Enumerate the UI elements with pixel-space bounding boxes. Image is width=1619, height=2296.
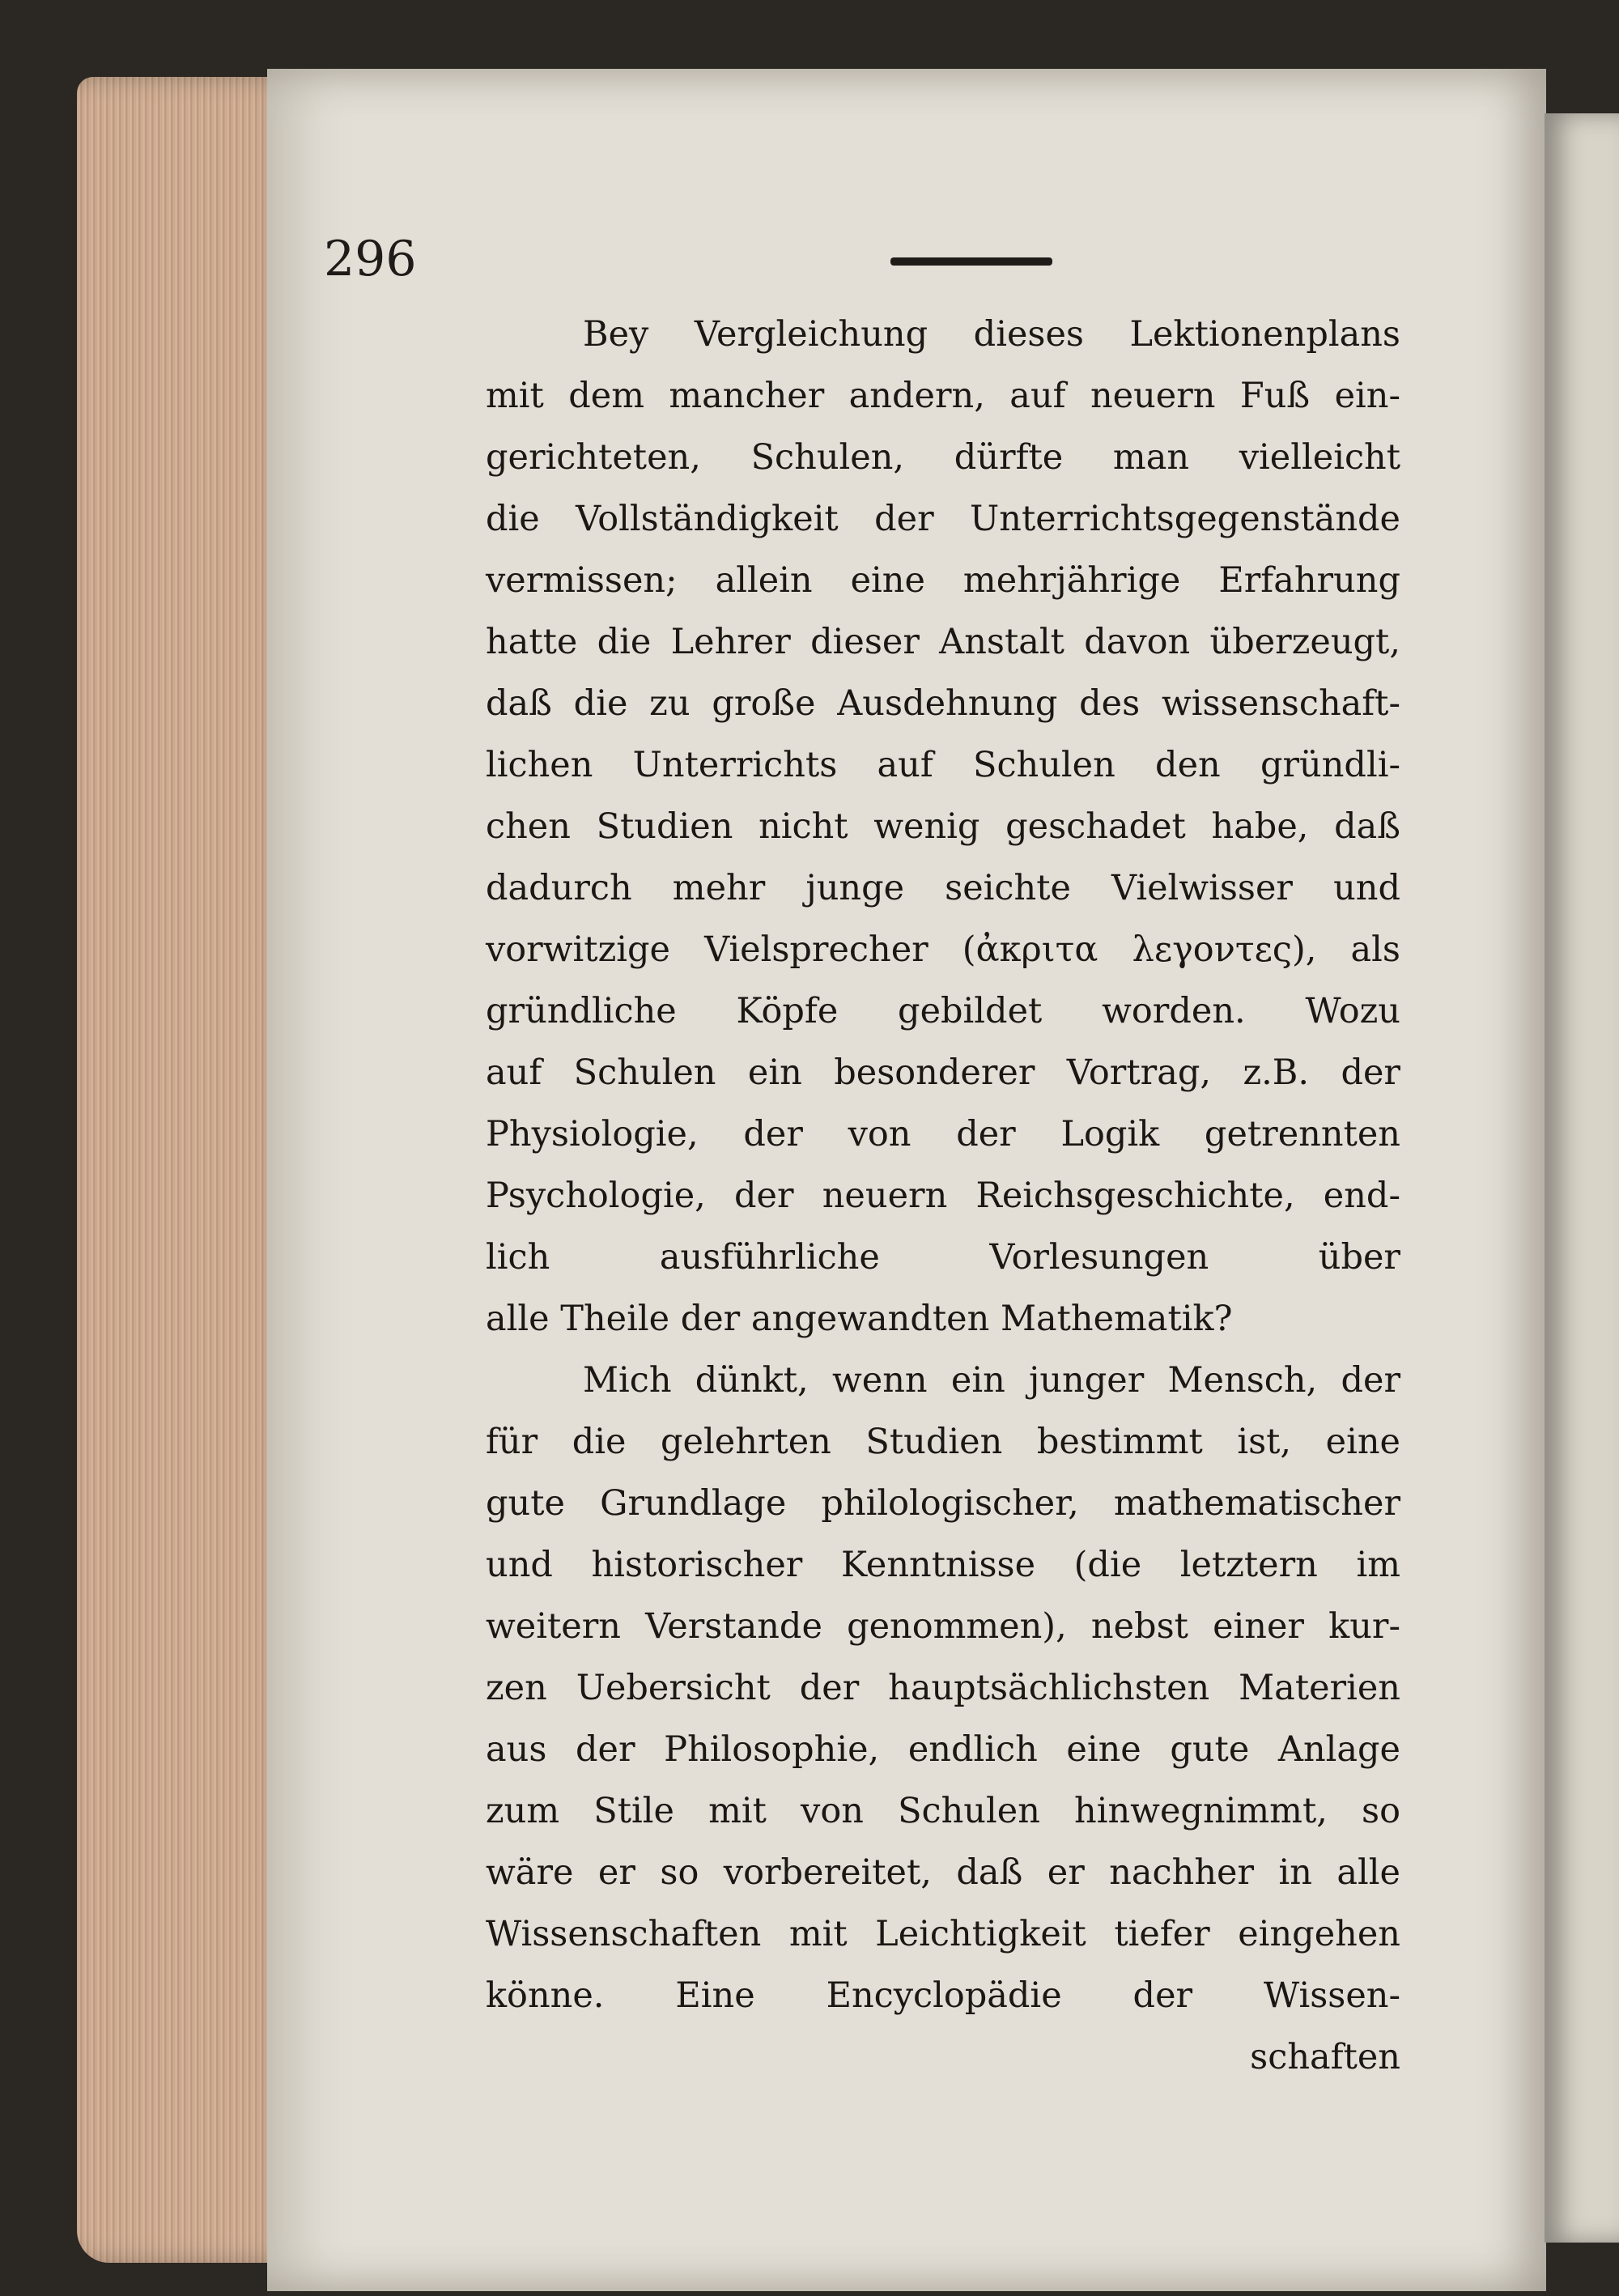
text-line: gute Grundlage philologischer, mathematischer [486, 1483, 1400, 1524]
text-line: Mich dünkt, wenn ein junger Mensch, der [583, 1360, 1400, 1401]
body-text [486, 304, 1400, 2088]
text-line: für die gelehrten Studien bestimmt ist, eine [486, 1422, 1400, 1462]
text-line: vorwitzige Vielsprecher (ἀκριτα λεγοντες), als [486, 929, 1400, 970]
page-header [291, 162, 1409, 287]
text-line: dadurch mehr junge seichte Vielwisser und [486, 868, 1400, 908]
text-line: mit dem mancher andern, auf neuern Fuß ein- [486, 376, 1400, 416]
facing-page-edge [1545, 113, 1619, 2243]
text-line: Bey Vergleichung dieses Lektionenplans [583, 314, 1400, 355]
text-line: gründliche Köpfe gebildet worden. Wozu [486, 991, 1400, 1031]
text-line: auf Schulen ein besonderer Vortrag, z.B. der [486, 1052, 1400, 1093]
text-line: lichen Unterrichts auf Schulen den gründli- [486, 745, 1400, 785]
text-line: alle Theile der angewandten Mathematik? [486, 1299, 1233, 1339]
text-line: chen Studien nicht wenig geschadet habe, daß [486, 806, 1400, 847]
text-line: lich ausführliche Vorlesungen über [486, 1237, 1400, 1278]
text-line: zum Stile mit von Schulen hinwegnimmt, so [486, 1791, 1400, 1831]
page-edges [77, 77, 295, 2263]
text-line: Physiologie, der von der Logik getrennten [486, 1114, 1400, 1154]
text-line: gerichteten, Schulen, dürfte man vielleicht [486, 437, 1400, 478]
text-line: weitern Verstande genommen), nebst einer kur- [486, 1606, 1400, 1647]
text-line: zen Uebersicht der hauptsächlichsten Materien [486, 1668, 1400, 1708]
text-line: Psychologie, der neuern Reichsgeschichte, end- [486, 1176, 1400, 1216]
text-line: könne. Eine Encyclopädie der Wissen- [486, 1975, 1400, 2016]
text-line: Wissenschaften mit Leichtigkeit tiefer eingehen [486, 1914, 1400, 1954]
text-line: wäre er so vorbereitet, daß er nachher in alle [486, 1852, 1400, 1893]
catchword: schaften [1250, 2037, 1400, 2077]
text-line: und historischer Kenntnisse (die letztern im [486, 1545, 1400, 1585]
header-rule [890, 257, 1052, 266]
text-line: die Vollständigkeit der Unterrichtsgegenstände [486, 499, 1400, 539]
text-line: aus der Philosophie, endlich eine gute Anlage [486, 1729, 1400, 1770]
text-line: vermissen; allein eine mehrjährige Erfahrung [486, 560, 1400, 601]
text-line: daß die zu große Ausdehnung des wissenschaft- [486, 683, 1400, 724]
text-line: hatte die Lehrer dieser Anstalt davon überzeugt, [486, 622, 1400, 662]
page-number: 296 [324, 231, 417, 287]
